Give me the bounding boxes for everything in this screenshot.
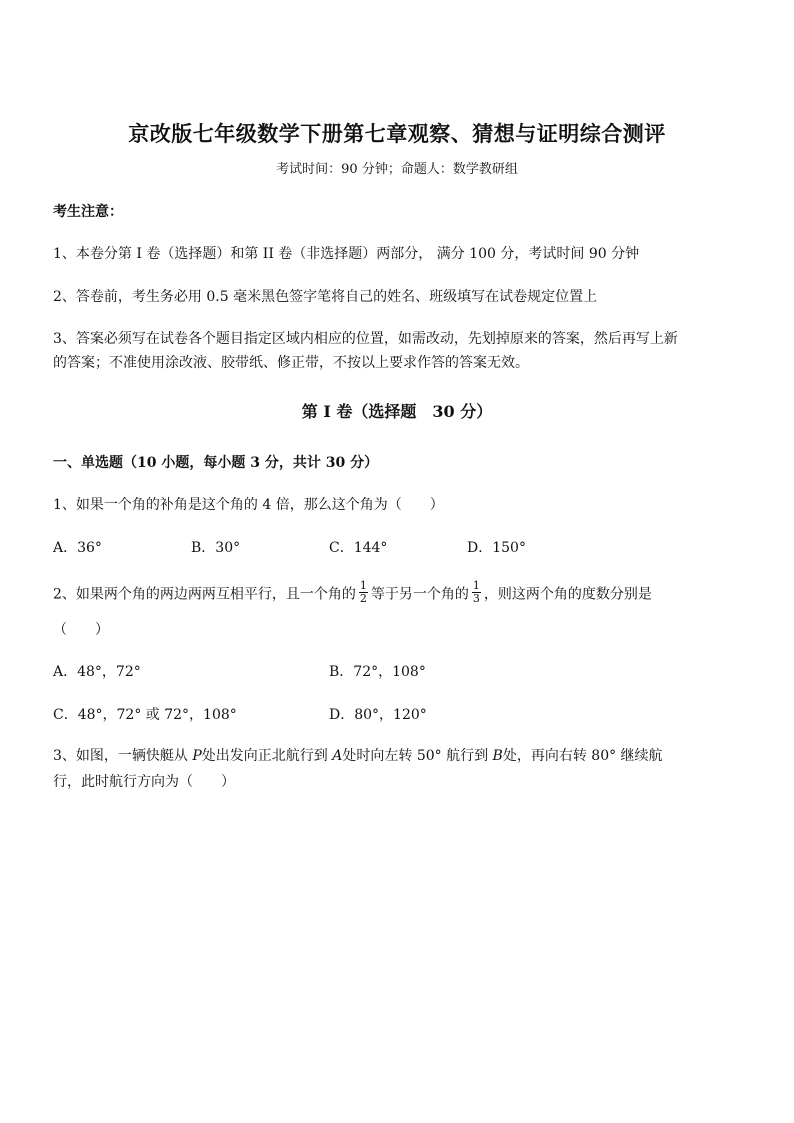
- question-3-stem: [53, 745, 663, 765]
- question-2-stem-part-a: 2、如果两个角的两边两两互相平行，且一个角的: [53, 586, 356, 603]
- point-a-label: A: [332, 748, 343, 764]
- fraction-one-third: [472, 580, 481, 605]
- question-3-stem-part-b: 处出发向正北航行到: [201, 748, 328, 764]
- page-subtitle: 考试时间：90 分钟；命题人：数学教研组: [276, 162, 518, 177]
- question-2-option-d: D．80°，120°: [329, 707, 427, 723]
- question-3-stem-part-c: 处时向左转 50° 航行到: [342, 748, 489, 764]
- notice-item-3-cont: 的答案；不准使用涂改液、胶带纸、修正带，不按以上要求作答的答案无效。: [53, 355, 529, 371]
- question-2-option-b: B．72°，108°: [329, 664, 426, 680]
- fraction-numerator: 1: [472, 579, 480, 592]
- question-2-stem: [53, 579, 652, 607]
- question-3-stem-part-a: 3、如图，一辆快艇从: [53, 748, 188, 764]
- question-2-option-a: A．48°，72°: [53, 664, 141, 680]
- notice-item-3: 3、答案必须写在试卷各个题目指定区域内相应的位置，如需改动，先划掉原来的答案，然后再写上新: [53, 331, 678, 347]
- fraction-one-half: [359, 580, 368, 605]
- part-heading: 一、单选题（10 小题，每小题 3 分，共计 30 分）: [53, 455, 379, 471]
- notice-heading: 考生注意：: [53, 204, 123, 220]
- section-title: 第 I 卷（选择题 30 分）: [301, 402, 493, 421]
- question-2-answer-bracket: （ ）: [53, 622, 109, 638]
- question-3-stem-part-d: 处，再向右转 80° 继续航: [502, 748, 663, 764]
- fraction-denominator: 2: [359, 592, 367, 605]
- question-1-stem: 1、如果一个角的补角是这个角的 4 倍，那么这个角为（ ）: [53, 497, 444, 513]
- question-2-stem-part-c: ，则这两个角的度数分别是: [483, 586, 652, 603]
- notice-item-1: 1、本卷分第 I 卷（选择题）和第 II 卷（非选择题）两部分， 满分 100 分，考试时间 90 分钟: [53, 246, 640, 262]
- fraction-numerator: 1: [359, 579, 367, 592]
- question-1-option-d: D．150°: [467, 540, 526, 556]
- fraction-denominator: 3: [472, 592, 480, 605]
- question-3-stem-cont: 行，此时航行方向为（ ）: [53, 774, 235, 790]
- point-b-label: B: [492, 748, 503, 764]
- question-2-option-c: C．48°，72° 或 72°，108°: [53, 707, 237, 723]
- notice-item-2: 2、答卷前，考生务必用 0.5 毫米黑色签字笔将自己的姓名、班级填写在试卷规定位置上: [53, 289, 598, 305]
- question-1-option-c: C．144°: [329, 540, 388, 556]
- point-p-label: P: [192, 748, 202, 764]
- page-title: 京改版七年级数学下册第七章观察、猜想与证明综合测评: [128, 121, 666, 146]
- question-1-option-a: A．36°: [53, 540, 102, 556]
- question-1-option-b: B．30°: [191, 540, 241, 556]
- question-2-stem-part-b: 等于另一个角的: [370, 586, 469, 603]
